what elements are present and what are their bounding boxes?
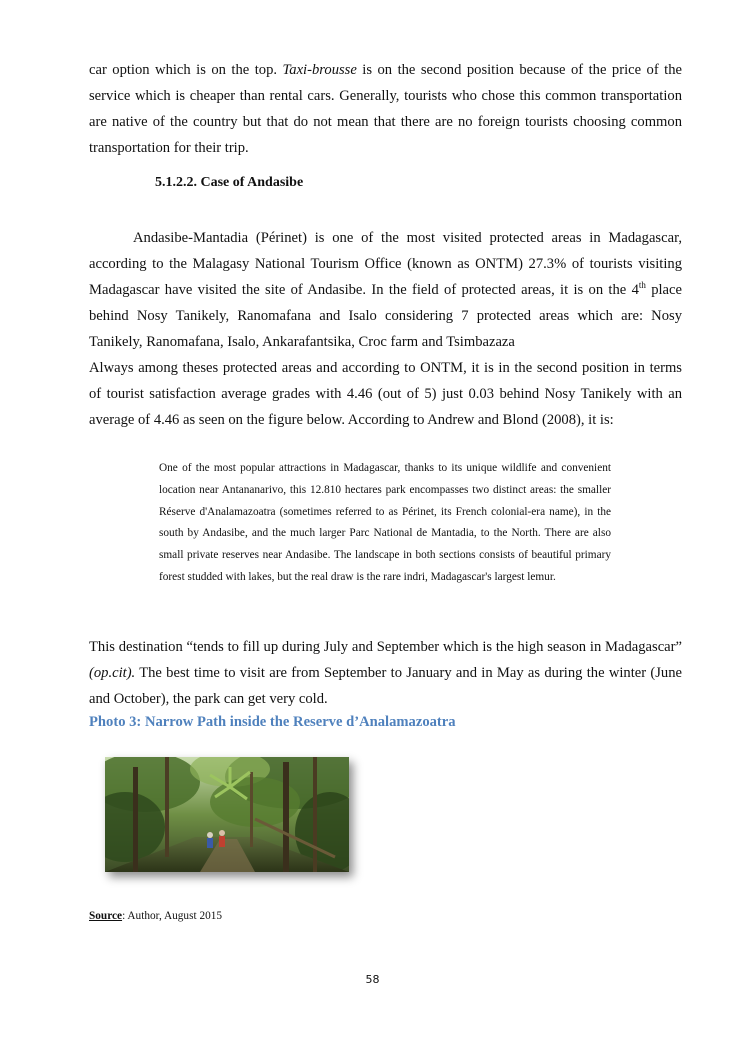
paragraph-text: car option which is on the top. xyxy=(89,62,283,78)
paragraph-text: is on the second position because of the price of the service which is cheaper than rental cars. Generally, tourists who chose this common transportation are native of the country but that do not mean that there are no foreign tourists choosing common transportation for their trip. xyxy=(89,62,682,156)
paragraph-transport xyxy=(89,57,682,161)
forest-path-photo xyxy=(105,757,349,872)
section-heading: 5.1.2.2. Case of Andasibe xyxy=(155,175,304,190)
paragraph-destination xyxy=(89,634,682,712)
source-text: : Author, August 2015 xyxy=(122,910,223,922)
photo-caption: Photo 3: Narrow Path inside the Reserve d’Analamazoatra xyxy=(89,714,456,730)
source-label: Source xyxy=(89,910,123,922)
block-quote: One of the most popular attractions in Madagascar, thanks to its unique wildlife and convenient location near Antananarivo, this 12.810 hectares park encompasses two distinct areas: the smaller Réserve d'Analamazoatra (sometimes referred to as Périnet, its French colonial-era name), in the south by Andasibe, and the much larger Parc National de Mantadia, to the North. There are also small private reserves near Andasibe. The landscape in both sections consists of beautiful primary forest studded with lakes, but the real draw is the rare indri, Madagascar's largest lemur. xyxy=(159,462,611,583)
paragraph-text: This destination “tends to fill up during July and September which is the high season in Madagascar” xyxy=(89,639,682,655)
italic-citation: (op.cit). xyxy=(89,665,136,681)
paragraph-andasibe xyxy=(89,225,682,355)
page-number: 58 xyxy=(365,973,380,986)
paragraph-text: place behind Nosy Tanikely, Ranomafana and Isalo considering 7 protected areas which are: Nosy Tanikely, Ranomafana, Isalo, Ankarafantsika, Croc farm and Tsimbazaza xyxy=(89,282,682,350)
paragraph-ontm: Always among theses protected areas and according to ONTM, it is in the second position in terms of tourist satisfaction average grades with 4.46 (out of 5) just 0.03 behind Nosy Tanikely with an average of 4.46 as seen on the figure below. According to Andrew and Blond (2008), it is: xyxy=(89,360,682,428)
forest-illustration xyxy=(105,757,349,872)
photo-source xyxy=(89,910,222,922)
superscript: th xyxy=(638,280,646,291)
paragraph-text: Andasibe-Mantadia (Périnet) is one of the most visited protected areas in Madagascar, according to the Malagasy National Tourism Office (known as ONTM) 27.3% of tourists visiting Madagascar have visited the site of Andasibe. In the field of protected areas, it is on the 4 xyxy=(89,230,682,298)
paragraph-text: The best time to visit are from September to January and in May as during the winter (June and October), the park can get very cold. xyxy=(89,665,682,707)
italic-term: Taxi-brousse xyxy=(282,62,357,78)
